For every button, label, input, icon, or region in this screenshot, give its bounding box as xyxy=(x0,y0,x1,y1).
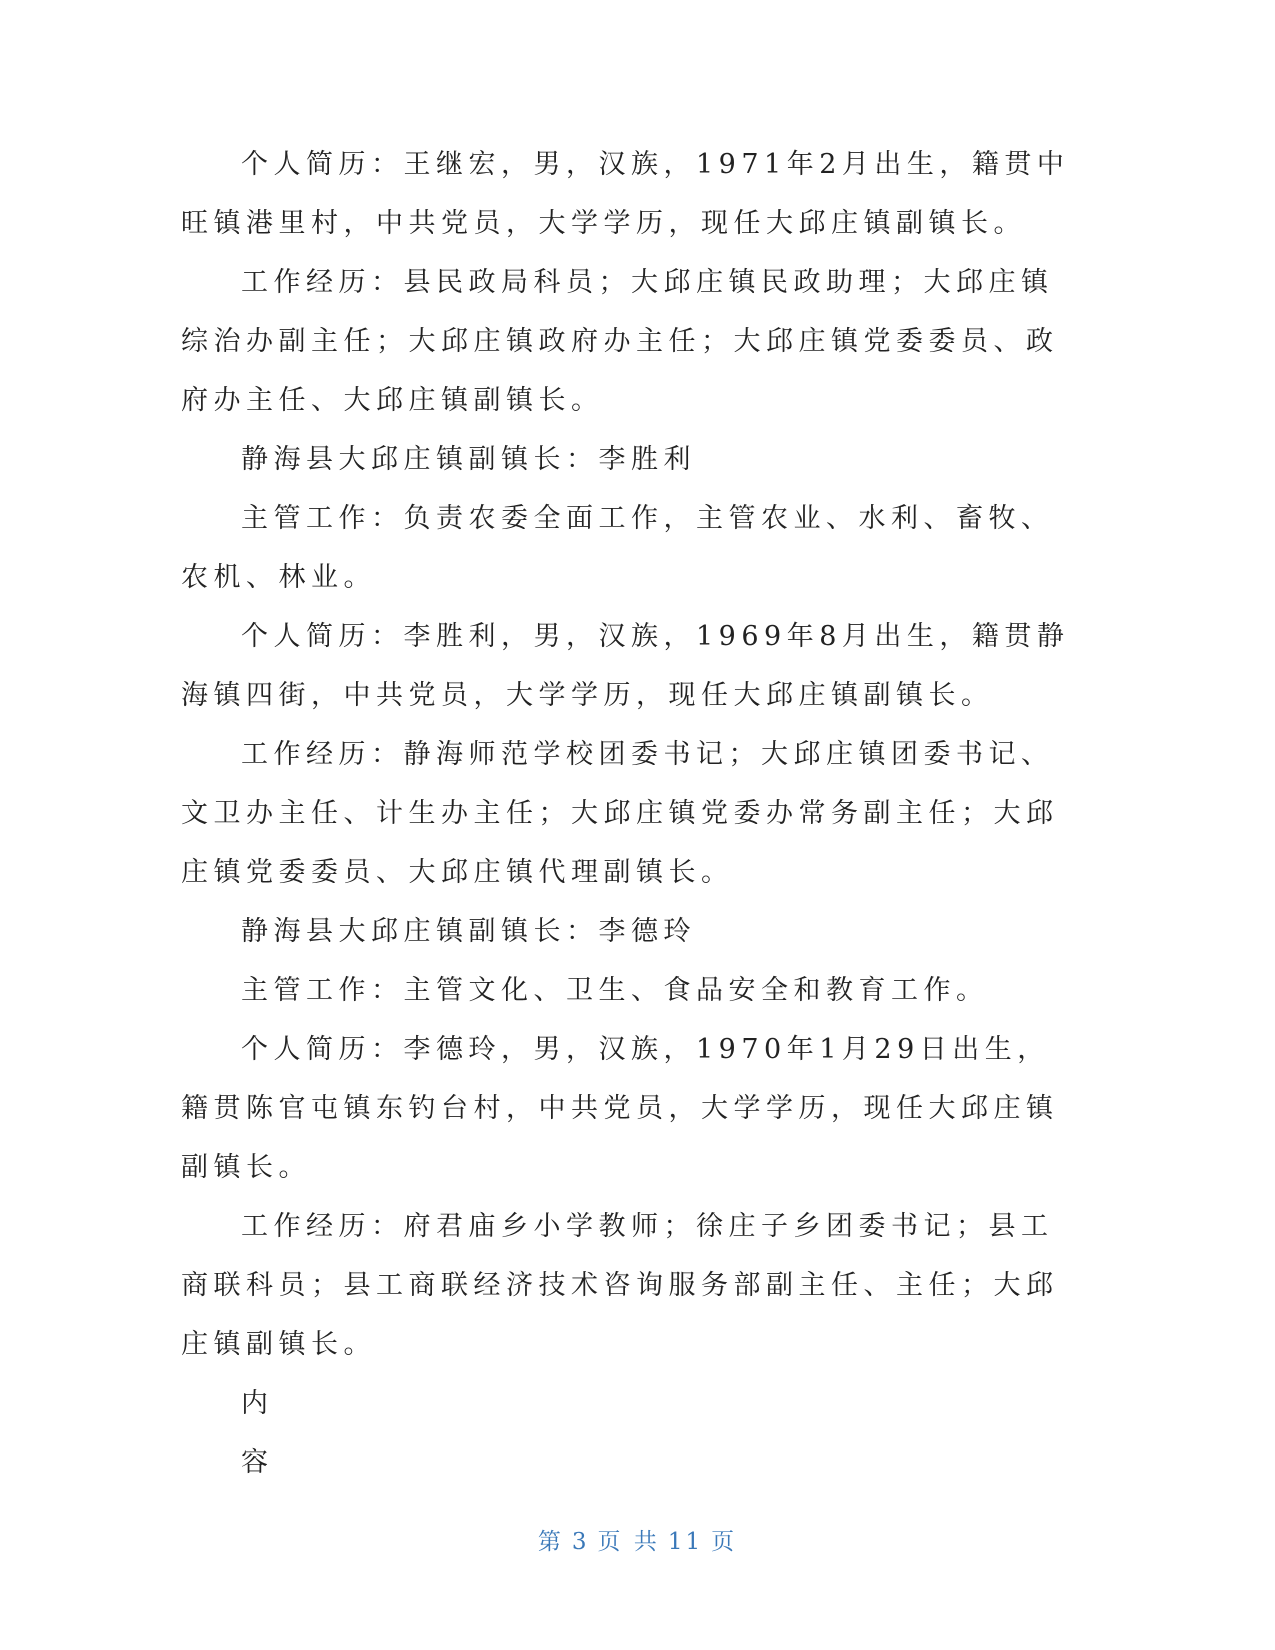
paragraph-li-shengli-work: 工作经历：静海师范学校团委书记；大邱庄镇团委书记、文卫办主任、计生办主任；大邱庄镇党委办常务副主任；大邱庄镇党委委员、大邱庄镇代理副镇长。 xyxy=(181,739,1059,888)
paragraph-li-deling-bio: 个人简历：李德玲，男，汉族，1970年1月29日出生，籍贯陈官屯镇东钓台村，中共党员，大学学历，现任大邱庄镇副镇长。 xyxy=(181,1034,1059,1183)
paragraph-wang-work: 工作经历：县民政局科员；大邱庄镇民政助理；大邱庄镇综治办副主任；大邱庄镇政府办主任；大邱庄镇党委委员、政府办主任、大邱庄镇副镇长。 xyxy=(181,267,1059,416)
paragraph-li-deling-work: 工作经历：府君庙乡小学教师；徐庄子乡团委书记；县工商联科员；县工商联经济技术咨询服务部副主任、主任；大邱庄镇副镇长。 xyxy=(181,1211,1059,1360)
page-footer xyxy=(0,1523,1275,1556)
footer-middle: 页 共 xyxy=(597,1529,660,1555)
footer-total-pages: 11 xyxy=(667,1529,704,1555)
footer-suffix: 页 xyxy=(711,1529,738,1555)
paragraph-nei: 内 xyxy=(241,1388,274,1419)
document-body xyxy=(181,135,1081,1492)
paragraph-rong: 容 xyxy=(241,1447,274,1478)
footer-page-number: 3 xyxy=(571,1529,590,1555)
paragraph-li-deling-title: 静海县大邱庄镇副镇长：李德玲 xyxy=(241,916,696,947)
paragraph-li-shengli-duties: 主管工作：负责农委全面工作，主管农业、水利、畜牧、农机、林业。 xyxy=(181,503,1054,593)
paragraph-li-shengli-bio: 个人简历：李胜利，男，汉族，1969年8月出生，籍贯静海镇四街，中共党员，大学学历，现任大邱庄镇副镇长。 xyxy=(181,621,1070,711)
paragraph-li-shengli-title: 静海县大邱庄镇副镇长：李胜利 xyxy=(241,444,696,475)
paragraph-li-deling-duties: 主管工作：主管文化、卫生、食品安全和教育工作。 xyxy=(241,975,989,1006)
paragraph-wang-bio: 个人简历：王继宏，男，汉族，1971年2月出生，籍贯中旺镇港里村，中共党员，大学学历，现任大邱庄镇副镇长。 xyxy=(181,149,1070,239)
footer-prefix: 第 xyxy=(537,1529,564,1555)
